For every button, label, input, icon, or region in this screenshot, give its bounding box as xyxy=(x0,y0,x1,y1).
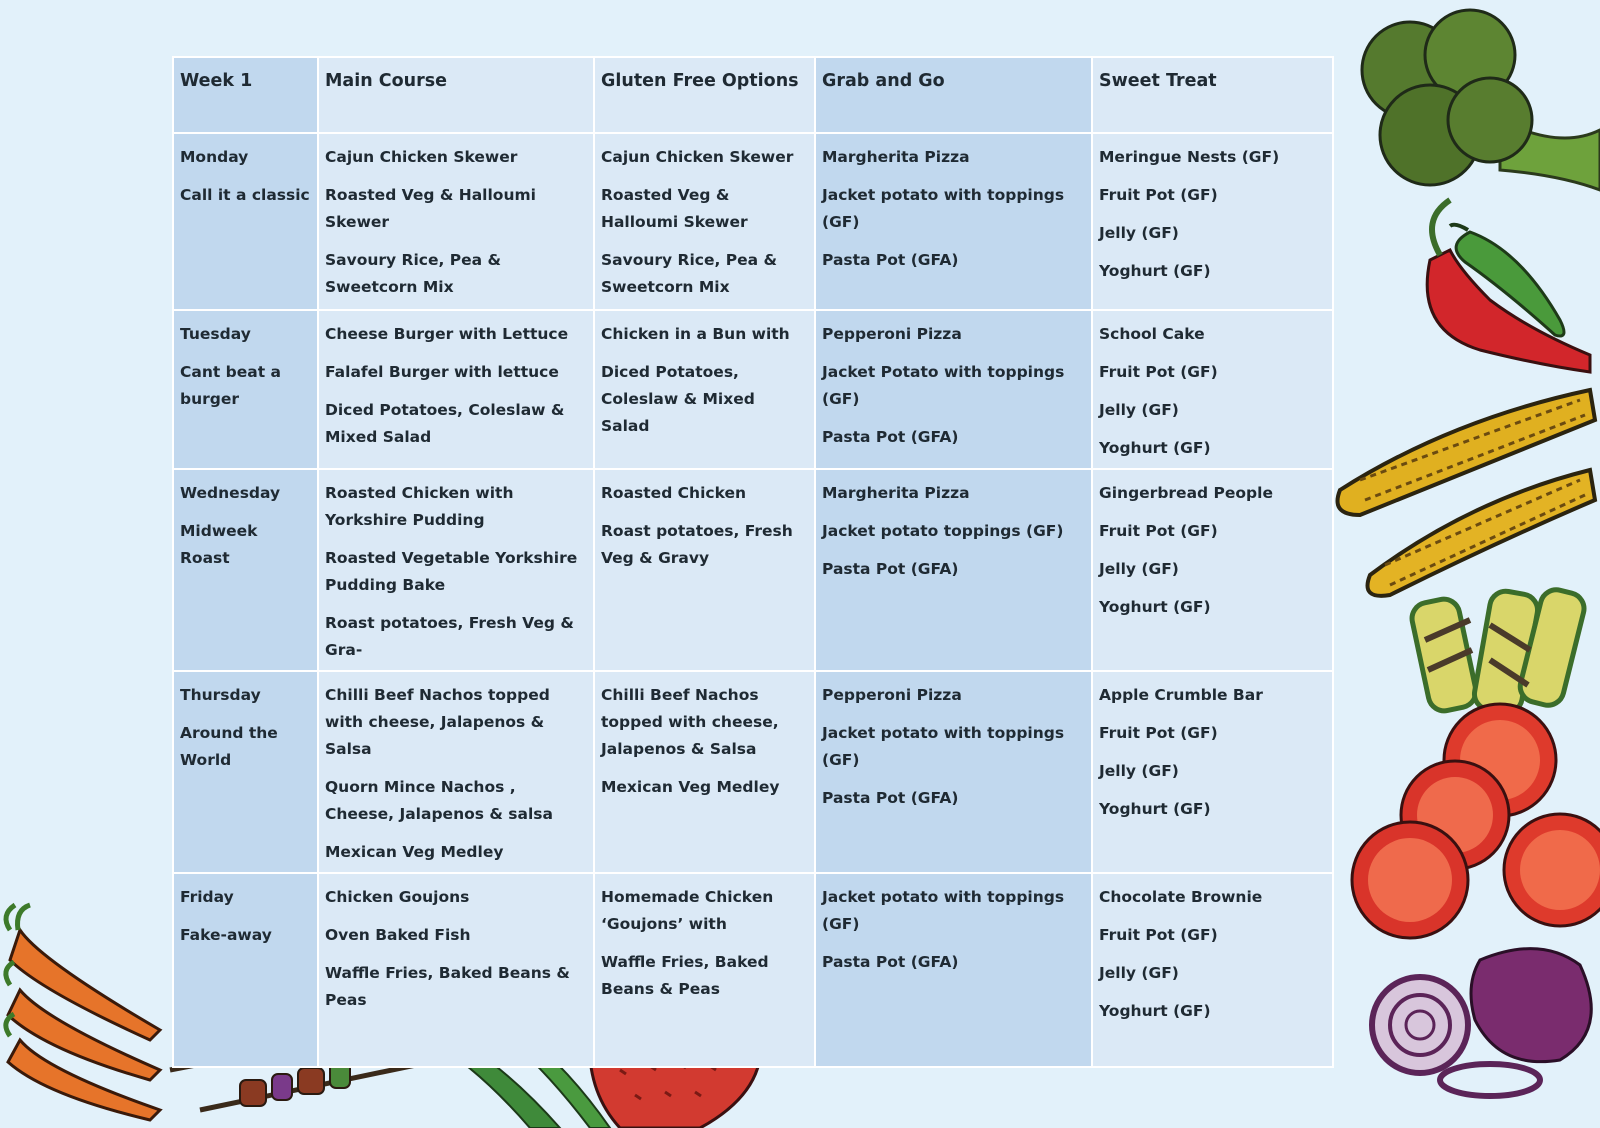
day-cell xyxy=(173,873,318,1067)
day-theme: Cant beat a burger xyxy=(180,363,282,408)
menu-item: Jelly (GF) xyxy=(1099,560,1179,578)
menu-row-tuesday xyxy=(173,310,1333,469)
menu-item: Jacket potato toppings (GF) xyxy=(822,522,1064,540)
menu-item: Pasta Pot (GFA) xyxy=(822,789,959,807)
sweet-treat-cell xyxy=(1092,310,1333,469)
gluten-free-cell xyxy=(594,310,815,469)
menu-item: Jelly (GF) xyxy=(1099,224,1179,242)
menu-item: Fruit Pot (GF) xyxy=(1099,724,1218,742)
menu-item: Margherita Pizza xyxy=(822,148,970,166)
menu-item: Homemade Chicken ‘Goujons’ with xyxy=(601,888,774,933)
green-chili-illustration xyxy=(1450,225,1564,336)
sweet-treat-cell xyxy=(1092,469,1333,671)
menu-item: Chocolate Brownie xyxy=(1099,888,1263,906)
menu-item: Chicken in a Bun with xyxy=(601,325,790,343)
menu-item: Gingerbread People xyxy=(1099,484,1273,502)
broccoli-illustration xyxy=(1362,10,1600,190)
grab-and-go-cell xyxy=(815,310,1092,469)
menu-item: Yoghurt (GF) xyxy=(1099,439,1211,457)
menu-item: Pepperoni Pizza xyxy=(822,325,962,343)
gluten-free-cell xyxy=(594,873,815,1067)
menu-item: Roasted Vegetable Yorkshire Pudding Bake xyxy=(325,549,578,594)
menu-item: Diced Potatoes, Coleslaw & Mixed Salad xyxy=(325,401,565,446)
menu-item: Mexican Veg Medley xyxy=(601,778,780,796)
day-name: Tuesday xyxy=(180,325,251,343)
menu-item: Pasta Pot (GFA) xyxy=(822,251,959,269)
day-cell xyxy=(173,469,318,671)
menu-item: Chilli Beef Nachos topped with cheese, Jalapenos & Salsa xyxy=(325,686,550,758)
menu-item: Yoghurt (GF) xyxy=(1099,262,1211,280)
gluten-free-cell xyxy=(594,133,815,310)
menu-item: Waffle Fries, Baked Beans & Peas xyxy=(601,953,769,998)
menu-item: Jacket Potato with toppings (GF) xyxy=(822,363,1065,408)
day-name: Thursday xyxy=(180,686,261,704)
menu-item: Roasted Veg & Halloumi Skewer xyxy=(601,186,748,231)
menu-item: Jelly (GF) xyxy=(1099,401,1179,419)
header-main-course: Main Course xyxy=(318,57,594,133)
menu-item: Roasted Chicken xyxy=(601,484,747,502)
menu-item: Jacket potato with toppings (GF) xyxy=(822,888,1065,933)
menu-item: Fruit Pot (GF) xyxy=(1099,186,1218,204)
carrot-illustration xyxy=(6,905,160,1120)
menu-item: Fruit Pot (GF) xyxy=(1099,363,1218,381)
menu-item: School Cake xyxy=(1099,325,1205,343)
menu-item: Yoghurt (GF) xyxy=(1099,598,1211,616)
menu-item: Quorn Mince Nachos , Cheese, Jalapenos & salsa xyxy=(325,778,553,823)
day-theme: Call it a classic xyxy=(180,186,310,204)
menu-item: Apple Crumble Bar xyxy=(1099,686,1263,704)
menu-item: Roasted Veg & Halloumi Skewer xyxy=(325,186,536,231)
menu-item: Pasta Pot (GFA) xyxy=(822,428,959,446)
menu-item: Diced Potatoes, Coleslaw & Mixed Salad xyxy=(601,363,755,435)
main-course-cell xyxy=(318,469,594,671)
menu-item: Chicken Goujons xyxy=(325,888,470,906)
day-cell xyxy=(173,133,318,310)
menu-item: Margherita Pizza xyxy=(822,484,970,502)
grab-and-go-cell xyxy=(815,671,1092,873)
day-name: Wednesday xyxy=(180,484,281,502)
menu-item: Roast potatoes, Fresh Veg & Gravy xyxy=(601,522,793,567)
day-name: Monday xyxy=(180,148,249,166)
menu-item: Yoghurt (GF) xyxy=(1099,800,1211,818)
menu-item: Jacket potato with toppings (GF) xyxy=(822,186,1065,231)
corn-illustration xyxy=(1338,390,1596,596)
menu-item: Jelly (GF) xyxy=(1099,762,1179,780)
menu-header-row xyxy=(173,57,1333,133)
menu-item: Savoury Rice, Pea & Sweetcorn Mix xyxy=(601,251,778,296)
weekly-menu-table xyxy=(172,56,1334,1068)
menu-row-thursday xyxy=(173,671,1333,873)
day-theme: Around the World xyxy=(180,724,278,769)
menu-row-friday xyxy=(173,873,1333,1067)
header-week: Week 1 xyxy=(173,57,318,133)
grab-and-go-cell xyxy=(815,469,1092,671)
menu-item: Mexican Veg Medley xyxy=(325,843,504,861)
main-course-cell xyxy=(318,873,594,1067)
day-cell xyxy=(173,310,318,469)
menu-row-wednesday xyxy=(173,469,1333,671)
sweet-treat-cell xyxy=(1092,133,1333,310)
menu-item: Savoury Rice, Pea & Sweetcorn Mix xyxy=(325,251,502,296)
grab-and-go-cell xyxy=(815,133,1092,310)
gluten-free-cell xyxy=(594,469,815,671)
day-name: Friday xyxy=(180,888,234,906)
menu-item: Cajun Chicken Skewer xyxy=(325,148,518,166)
gluten-free-cell xyxy=(594,671,815,873)
sweet-treat-cell xyxy=(1092,671,1333,873)
menu-item: Roasted Chicken with Yorkshire Pudding xyxy=(325,484,514,529)
menu-item: Meringue Nests (GF) xyxy=(1099,148,1280,166)
header-sweet-treat: Sweet Treat xyxy=(1092,57,1333,133)
grab-and-go-cell xyxy=(815,873,1092,1067)
day-theme: Midweek Roast xyxy=(180,522,258,567)
sweet-treat-cell xyxy=(1092,873,1333,1067)
menu-item: Oven Baked Fish xyxy=(325,926,471,944)
main-course-cell xyxy=(318,133,594,310)
menu-item: Chilli Beef Nachos topped with cheese, Jalapenos & Salsa xyxy=(601,686,779,758)
menu-item: Roast potatoes, Fresh Veg & Gra- xyxy=(325,614,574,659)
menu-item: Fruit Pot (GF) xyxy=(1099,926,1218,944)
menu-row-monday xyxy=(173,133,1333,310)
tomato-illustration xyxy=(1352,704,1600,938)
onion-illustration xyxy=(1372,949,1591,1096)
day-theme: Fake-away xyxy=(180,926,272,944)
menu-item: Cheese Burger with Lettuce xyxy=(325,325,569,343)
menu-item: Jacket potato with toppings (GF) xyxy=(822,724,1065,769)
menu-item: Pasta Pot (GFA) xyxy=(822,953,959,971)
menu-item: Falafel Burger with lettuce xyxy=(325,363,559,381)
menu-item: Pepperoni Pizza xyxy=(822,686,962,704)
main-course-cell xyxy=(318,310,594,469)
menu-item: Waffle Fries, Baked Beans & Peas xyxy=(325,964,570,1009)
main-course-cell xyxy=(318,671,594,873)
menu-item: Yoghurt (GF) xyxy=(1099,1002,1211,1020)
menu-item: Fruit Pot (GF) xyxy=(1099,522,1218,540)
red-chili-illustration xyxy=(1427,200,1590,372)
header-gluten-free: Gluten Free Options xyxy=(594,57,815,133)
courgette-illustration xyxy=(1409,586,1587,715)
menu-item: Pasta Pot (GFA) xyxy=(822,560,959,578)
header-grab-and-go: Grab and Go xyxy=(815,57,1092,133)
day-cell xyxy=(173,671,318,873)
menu-item: Jelly (GF) xyxy=(1099,964,1179,982)
menu-item: Cajun Chicken Skewer xyxy=(601,148,794,166)
